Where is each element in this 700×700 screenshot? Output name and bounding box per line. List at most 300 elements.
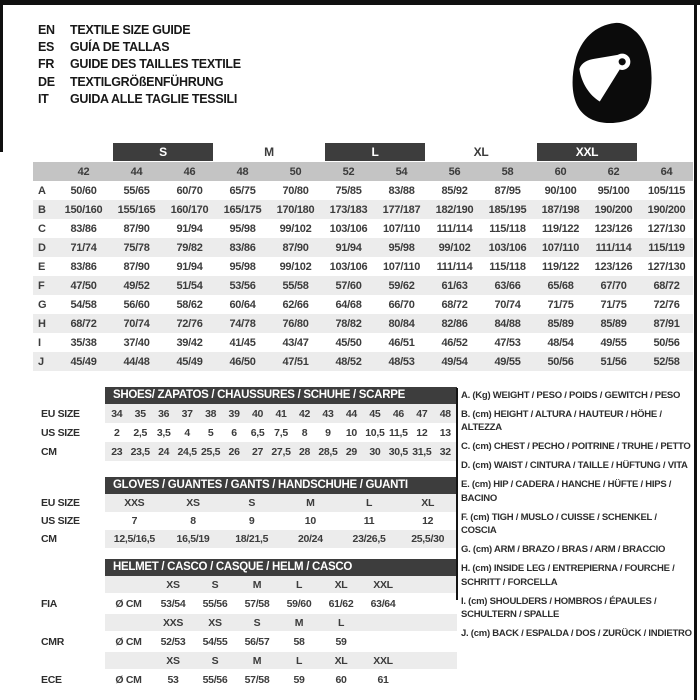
table-cell: L: [337, 616, 345, 629]
size-number-cell: 50: [289, 165, 302, 178]
table-cell: 47/53: [494, 336, 521, 349]
lang-row-de: [38, 73, 241, 90]
lang-code: ES: [38, 40, 55, 55]
lang-code: EN: [38, 22, 55, 37]
table-cell: 60: [335, 673, 347, 686]
table-cell: 2: [113, 426, 120, 439]
table-cell: 85/89: [600, 317, 627, 330]
table-cell: 11,5: [389, 426, 408, 439]
table-cell: 115/118: [489, 222, 526, 235]
table-cell: XS: [208, 616, 222, 629]
table-cell: 71/75: [600, 298, 627, 311]
table-cell: 23/26,5: [352, 533, 386, 545]
row-label: FIA: [41, 597, 58, 610]
table-cell: 75/85: [335, 184, 362, 197]
helmet-cells: [105, 669, 457, 690]
table-cell: 30,5: [388, 445, 408, 458]
shoes-row: [33, 423, 457, 442]
table-cell: 63/64: [370, 597, 396, 610]
table-cell: 150/160: [64, 203, 103, 216]
table-cell: 99/102: [279, 222, 312, 235]
table-cell: 107/110: [382, 260, 421, 273]
table-cell: S: [253, 616, 261, 629]
table-cell: 177/187: [382, 203, 421, 216]
size-number-cell: 58: [501, 165, 514, 178]
size-group-xxl: XXL: [537, 143, 637, 161]
table-cell: L: [295, 578, 303, 591]
table-cell: 56/60: [123, 298, 150, 311]
table-cell: 107/110: [541, 241, 580, 254]
measurement-row-f: [33, 276, 693, 295]
legend-item: E. (cm) HIP / CADERA / HANCHE / HÜFTE / HIPS / BACINO: [461, 479, 672, 504]
table-cell: 53/56: [229, 279, 256, 292]
table-cell: 24,5: [177, 445, 197, 458]
table-cell: 165/175: [223, 203, 262, 216]
table-cell: 68/72: [441, 298, 468, 311]
table-cell: 32: [439, 445, 451, 458]
table-cell: 59/62: [388, 279, 415, 292]
table-cell: 87/91: [653, 317, 680, 330]
helmet-row-fia: [33, 593, 457, 614]
table-cell: 45/50: [335, 336, 362, 349]
measurement-row-g: [33, 295, 693, 314]
table-cell: 49/52: [123, 279, 150, 292]
table-cell: 83/86: [229, 241, 256, 254]
table-cell: 36: [158, 407, 170, 420]
lang-title: TEXTILGRÖßENFÜHRUNG: [70, 74, 224, 89]
helmet-row-cmr: [33, 631, 457, 652]
table-cell: 61/62: [328, 597, 354, 610]
table-cell: 62/66: [282, 298, 309, 311]
table-cell: 52/58: [653, 355, 680, 368]
lang-title: GUIDA ALLE TAGLIE TESSILI: [70, 92, 238, 107]
helmet-row: [33, 652, 457, 669]
table-cell: 37: [181, 407, 193, 420]
table-cell: 87/90: [282, 241, 309, 254]
legend-divider: [456, 388, 458, 600]
table-cell: 87/90: [123, 222, 150, 235]
gloves-cells: [105, 530, 457, 548]
table-cell: 49/55: [494, 355, 521, 368]
table-cell: 58: [293, 635, 305, 648]
table-cell: 87/90: [123, 260, 150, 273]
table-cell: 185/195: [488, 203, 527, 216]
table-cell: 190/200: [594, 203, 633, 216]
lang-code: FR: [38, 57, 55, 72]
table-cell: 55/56: [202, 673, 228, 686]
table-cell: 47/50: [70, 279, 97, 292]
table-cell: 63/66: [494, 279, 521, 292]
table-cell: 103/106: [488, 241, 527, 254]
table-cell: XXL: [373, 578, 393, 591]
table-cell: 70/80: [282, 184, 309, 197]
table-cell: L: [295, 654, 303, 667]
table-cell: 85/92: [441, 184, 468, 197]
table-cell: 16,5/19: [176, 533, 210, 545]
legend-item: H. (cm) INSIDE LEG / ENTREPIERNA / FOURCHE / SCHRITT / FORCELLA: [461, 563, 675, 588]
legend-item: D. (cm) WAIST / CINTURA / TAILLE / HÜFTUNG / VITA: [461, 460, 688, 472]
table-cell: 10,5: [365, 426, 385, 439]
table-cell: 127/130: [647, 260, 686, 273]
table-cell: 10: [304, 515, 316, 527]
lang-row-es: [38, 38, 241, 55]
table-cell: 50/60: [70, 184, 97, 197]
table-cell: 80/84: [388, 317, 415, 330]
table-cell: XS: [186, 497, 200, 509]
table-cell: 54/55: [202, 635, 228, 648]
legend-item: C. (cm) CHEST / PECHO / POITRINE / TRUHE / PETTO: [461, 441, 691, 453]
table-cell: 48/52: [335, 355, 362, 368]
table-cell: 58/62: [176, 298, 203, 311]
measurement-row-a: [33, 181, 693, 200]
table-cell: 55/65: [123, 184, 150, 197]
table-cell: XS: [166, 578, 180, 591]
helmet-size-section: [33, 559, 457, 690]
row-label: CM: [41, 445, 57, 458]
gloves-rows: [33, 494, 457, 548]
table-cell: 7,5: [274, 426, 288, 439]
table-cell: 78/82: [335, 317, 362, 330]
table-cell: 160/170: [170, 203, 209, 216]
table-cell: 55/56: [202, 597, 228, 610]
table-cell: 29: [345, 445, 357, 458]
table-cell: 27,5: [271, 445, 291, 458]
table-cell: 45: [369, 407, 381, 420]
table-cell: 60/70: [176, 184, 203, 197]
table-cell: 47/51: [282, 355, 309, 368]
gloves-cells: [105, 494, 457, 512]
size-number-row: [33, 162, 693, 181]
table-cell: 90/100: [544, 184, 577, 197]
shoes-row: [33, 442, 457, 461]
table-cell: 66/70: [388, 298, 415, 311]
measurement-row-j: [33, 352, 693, 371]
row-letter: C: [38, 222, 46, 235]
table-cell: 39: [228, 407, 240, 420]
table-cell: M: [294, 616, 304, 629]
table-cell: 48/54: [547, 336, 574, 349]
table-cell: 170/180: [276, 203, 315, 216]
table-cell: 9: [248, 515, 255, 527]
lang-row-en: [38, 21, 241, 38]
table-cell: XXS: [124, 497, 145, 509]
legend-item: B. (cm) HEIGHT / ALTURA / HAUTEUR / HÖHE / ALTEZZA: [461, 408, 662, 434]
table-cell: 79/82: [176, 241, 203, 254]
measurement-row-d: [33, 238, 693, 257]
table-cell: 111/114: [436, 222, 473, 235]
row-letter: D: [38, 241, 46, 254]
table-cell: XS: [166, 654, 180, 667]
table-cell: 48/53: [388, 355, 415, 368]
table-cell: 190/200: [647, 203, 686, 216]
table-cell: 72/76: [176, 317, 203, 330]
table-cell: 74/78: [229, 317, 256, 330]
table-cell: 23,5: [130, 445, 150, 458]
table-cell: 59: [335, 635, 347, 648]
table-cell: 123/126: [594, 222, 633, 235]
table-cell: 49/54: [441, 355, 468, 368]
helmet-cells: [105, 614, 457, 631]
table-cell: 41/45: [229, 336, 256, 349]
row-label: EU SIZE: [41, 497, 80, 509]
table-cell: 56/57: [244, 635, 270, 648]
table-cell: 50/56: [547, 355, 574, 368]
table-cell: 59/60: [286, 597, 312, 610]
table-cell: 27: [252, 445, 264, 458]
size-number-cell: 42: [77, 165, 90, 178]
table-cell: 83/86: [70, 260, 97, 273]
table-cell: 87/95: [494, 184, 521, 197]
table-cell: 44: [345, 407, 357, 420]
table-cell: 13: [439, 426, 451, 439]
table-cell: 18/21,5: [235, 533, 269, 545]
table-cell: 84/88: [494, 317, 521, 330]
table-cell: XL: [334, 654, 348, 667]
table-cell: 71/74: [70, 241, 97, 254]
table-cell: 95/98: [229, 260, 256, 273]
table-cell: 155/165: [117, 203, 156, 216]
row-label: EU SIZE: [41, 407, 80, 420]
legend-item: I. (cm) SHOULDERS / HOMBROS / ÉPAULES / SCHULTERN / SPALLE: [461, 595, 657, 621]
table-cell: M: [252, 578, 262, 591]
helmet-rows: [33, 576, 457, 690]
table-cell: 91/94: [335, 241, 362, 254]
table-cell: 12,5/16,5: [113, 533, 155, 545]
row-letter: J: [38, 355, 44, 368]
row-label: US SIZE: [41, 515, 80, 527]
table-cell: 25,5: [200, 445, 221, 458]
shoes-section: [33, 387, 457, 461]
table-cell: 46/52: [441, 336, 468, 349]
table-cell: 8: [190, 515, 196, 527]
table-cell: 67/70: [600, 279, 627, 292]
table-cell: 107/110: [382, 222, 421, 235]
table-cell: L: [365, 497, 373, 509]
shoes-row: [33, 404, 457, 423]
table-cell: 37/40: [123, 336, 150, 349]
table-cell: 42: [298, 407, 311, 420]
diameter-cm-label: Ø CM: [115, 635, 142, 648]
table-cell: 23: [111, 445, 123, 458]
size-number-cell: 48: [236, 165, 249, 178]
table-cell: 34: [111, 407, 123, 420]
table-cell: 59: [293, 673, 305, 686]
table-cell: 60/64: [229, 298, 256, 311]
size-group-s: S: [113, 143, 213, 161]
legend-item: F. (cm) TIGH / MUSLO / CUISSE / SCHENKEL / COSCIA: [461, 511, 657, 537]
row-letter: E: [38, 260, 46, 273]
lang-row-it: [38, 91, 241, 108]
table-cell: 28,5: [318, 445, 338, 458]
row-letter: G: [38, 298, 47, 311]
measurement-row-c: [33, 219, 693, 238]
table-cell: 9: [325, 426, 331, 439]
size-number-cell: 56: [448, 165, 461, 178]
row-label: CMR: [41, 635, 65, 648]
table-cell: XXL: [373, 654, 393, 667]
lang-title: TEXTILE SIZE GUIDE: [70, 22, 191, 37]
table-cell: S: [211, 654, 219, 667]
legend-item: G. (cm) ARM / BRAZO / BRAS / ARM / BRACCIO: [461, 544, 666, 556]
table-cell: 20/24: [297, 533, 323, 545]
lang-row-fr: [38, 56, 241, 73]
diameter-cm-label: Ø CM: [115, 673, 142, 686]
table-cell: 71/75: [547, 298, 574, 311]
table-cell: 11: [363, 515, 375, 527]
helmet-row: [33, 576, 457, 593]
gloves-row: [33, 494, 457, 512]
table-cell: 57/58: [244, 597, 270, 610]
table-cell: 91/94: [176, 222, 203, 235]
gloves-row: [33, 512, 457, 530]
row-letter: I: [38, 336, 41, 349]
table-cell: 47: [416, 407, 428, 420]
table-cell: 26: [228, 445, 240, 458]
table-cell: 85/89: [547, 317, 574, 330]
table-cell: 95/98: [388, 241, 415, 254]
lang-title: GUIDE DES TAILLES TEXTILE: [70, 57, 241, 72]
table-cell: 187/198: [541, 203, 580, 216]
table-cell: 25,5/30: [411, 533, 445, 545]
table-cell: 64/68: [335, 298, 362, 311]
table-cell: 28: [298, 445, 311, 458]
diameter-cm-label: Ø CM: [115, 597, 142, 610]
table-cell: 8: [301, 426, 308, 439]
table-cell: XXS: [162, 616, 184, 629]
size-number-cell: 46: [183, 165, 196, 178]
table-cell: 44/48: [123, 355, 150, 368]
helmet-cells: [105, 593, 457, 614]
size-group-m: M: [264, 145, 274, 159]
table-cell: 119/122: [541, 260, 580, 273]
size-group-l: L: [325, 143, 425, 161]
table-cell: 24: [158, 445, 170, 458]
table-cell: 111/114: [595, 241, 632, 254]
table-cell: 61: [377, 673, 389, 686]
legend-item: J. (cm) BACK / ESPALDA / DOS / ZURÜCK / INDIETRO: [461, 628, 692, 640]
table-cell: 82/86: [441, 317, 468, 330]
table-cell: 12: [416, 426, 428, 439]
row-label: ECE: [41, 673, 62, 686]
gloves-section: [33, 477, 457, 548]
gloves-cells: [105, 512, 457, 530]
shoes-cells: [105, 423, 457, 442]
table-cell: 51/56: [600, 355, 627, 368]
table-cell: M: [306, 497, 315, 509]
helmet-title-bar: HELMET / CASCO / CASQUE / HELM / CASCO: [105, 559, 457, 576]
table-cell: 70/74: [123, 317, 150, 330]
table-cell: 39/42: [176, 336, 203, 349]
table-cell: 75/78: [123, 241, 150, 254]
table-cell: 7: [131, 515, 138, 527]
size-number-cell: 64: [660, 165, 673, 178]
table-cell: 52/53: [160, 635, 186, 648]
measurement-row-i: [33, 333, 693, 352]
table-cell: 99/102: [279, 260, 312, 273]
table-cell: 70/74: [494, 298, 521, 311]
table-cell: 83/88: [388, 184, 415, 197]
shoes-rows: [33, 404, 457, 461]
shoes-cells: [105, 404, 457, 423]
table-cell: 3,5: [156, 426, 171, 439]
table-cell: 83/86: [70, 222, 97, 235]
table-cell: 49/55: [600, 336, 627, 349]
table-cell: 45/49: [70, 355, 97, 368]
gloves-title-bar: GLOVES / GUANTES / GANTS / HANDSCHUHE / GUANTI: [105, 477, 457, 494]
table-cell: 6,5: [250, 426, 265, 439]
size-number-cell: 54: [395, 165, 408, 178]
table-cell: 45/49: [176, 355, 203, 368]
row-label: CM: [41, 533, 57, 545]
table-cell: 182/190: [435, 203, 474, 216]
table-cell: 40: [252, 407, 264, 420]
table-cell: 173/183: [329, 203, 368, 216]
table-cell: 115/119: [648, 241, 685, 254]
gloves-row: [33, 530, 457, 548]
table-cell: 76/80: [282, 317, 309, 330]
table-cell: 68/72: [653, 279, 680, 292]
table-cell: 95/98: [229, 222, 256, 235]
table-cell: 99/102: [438, 241, 471, 254]
size-group-xl: XL: [473, 145, 489, 159]
table-cell: 53: [167, 673, 179, 686]
row-letter: F: [38, 279, 45, 292]
lang-code: DE: [38, 74, 55, 89]
lang-code: IT: [38, 92, 49, 107]
row-label: US SIZE: [41, 426, 80, 439]
table-cell: 4: [184, 426, 190, 439]
table-cell: 43: [322, 407, 334, 420]
table-cell: 35/38: [70, 336, 97, 349]
table-cell: 38: [205, 407, 217, 420]
helmet-row-ece: [33, 669, 457, 690]
measurement-row-e: [33, 257, 693, 276]
table-cell: 41: [275, 407, 287, 420]
table-cell: 46/50: [229, 355, 256, 368]
frame-border-top: [0, 0, 700, 5]
measurement-row-h: [33, 314, 693, 333]
table-cell: 12: [422, 515, 434, 527]
table-cell: 51/54: [176, 279, 203, 292]
legend-panel: [461, 389, 692, 646]
main-size-table: [33, 142, 693, 371]
size-number-cell: 60: [554, 165, 567, 178]
size-group-row: [33, 142, 693, 162]
table-cell: 65/68: [547, 279, 574, 292]
frame-border-left: [0, 0, 3, 152]
table-cell: 6: [231, 426, 237, 439]
table-cell: 111/114: [436, 260, 473, 273]
table-cell: 5: [207, 426, 214, 439]
table-cell: S: [248, 497, 256, 509]
table-cell: 65/75: [229, 184, 256, 197]
table-cell: 103/106: [329, 260, 368, 273]
table-cell: 95/100: [597, 184, 630, 197]
table-cell: 31,5: [412, 445, 432, 458]
table-cell: 54/58: [70, 298, 97, 311]
table-cell: 105/115: [647, 184, 686, 197]
table-cell: 115/118: [489, 260, 526, 273]
measurement-row-b: [33, 200, 693, 219]
helmet-cells: [105, 576, 457, 593]
helmet-row: [33, 614, 457, 631]
table-cell: 30: [369, 445, 381, 458]
table-cell: 55/58: [282, 279, 309, 292]
table-cell: 35: [134, 407, 146, 420]
table-cell: 57/58: [244, 673, 270, 686]
helmet-cells: [105, 652, 457, 669]
table-cell: M: [252, 654, 262, 667]
